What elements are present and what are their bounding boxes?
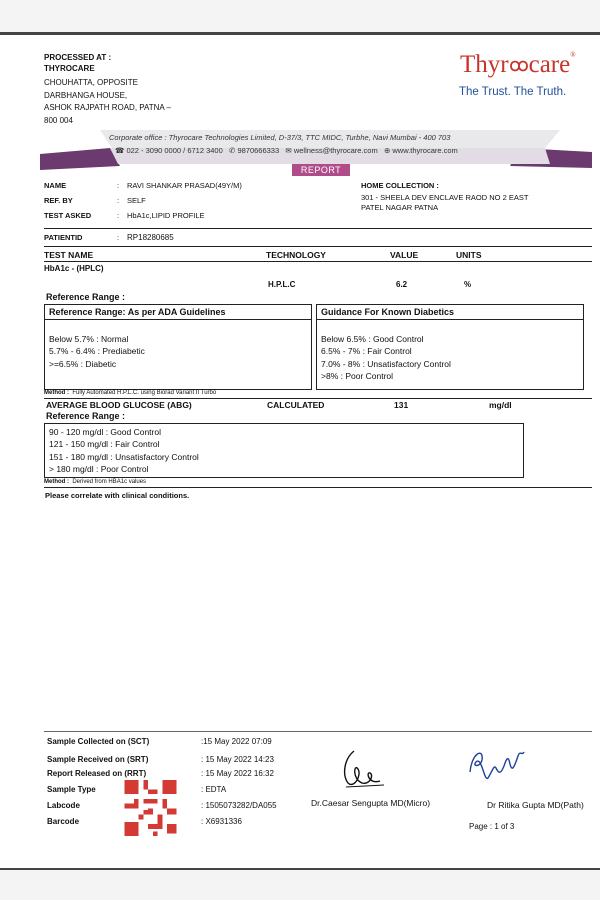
patient-id-label: PATIENTID bbox=[44, 233, 83, 242]
contact-line: ☎ 022 - 3090 0000 / 6712 3400 ✆ 9870666333 ✉ wellness@thyrocare.com ⊕ www.thyrocare.com bbox=[115, 146, 458, 155]
viewer-top-bar bbox=[0, 0, 600, 34]
thyrocare-logo: Thyr care® bbox=[460, 51, 576, 78]
colon: : bbox=[117, 196, 120, 205]
clinical-note: Please correlate with clinical conditions. bbox=[45, 491, 190, 500]
diabetic-range-line: 6.5% - 7% : Fair Control bbox=[321, 346, 412, 357]
ada-range-line: Below 5.7% : Normal bbox=[49, 334, 129, 344]
patient-name: RAVI SHANKAR PRASAD(49Y/M) bbox=[127, 181, 242, 190]
diabetic-range-line: >8% : Poor Control bbox=[321, 370, 394, 381]
lab-name: THYROCARE bbox=[44, 64, 95, 73]
signature-icon bbox=[340, 745, 390, 793]
reference-range-label: Reference Range : bbox=[46, 292, 126, 302]
address-line: ASHOK RAJPATH ROAD, PATNA – bbox=[44, 103, 171, 112]
col-header-value: VALUE bbox=[390, 250, 419, 260]
qr-code-icon bbox=[123, 810, 178, 836]
abg-range-line: 121 - 150 mg/dl : Fair Control bbox=[49, 439, 160, 450]
home-address-line: PATEL NAGAR PATNA bbox=[361, 203, 439, 212]
doctor-2-name: Dr Ritika Gupta MD(Path) bbox=[487, 800, 584, 810]
logo-infinity-icon bbox=[509, 59, 529, 73]
whatsapp-icon: ✆ bbox=[229, 146, 236, 155]
test-name-abg: AVERAGE BLOOD GLUCOSE (ABG) bbox=[46, 400, 192, 410]
unit-abg: mg/dl bbox=[489, 400, 512, 410]
sample-value: : X6931336 bbox=[201, 817, 242, 826]
colon: : bbox=[117, 233, 120, 242]
divider bbox=[44, 487, 592, 488]
known-diabetics-title: Guidance For Known Diabetics bbox=[317, 305, 583, 320]
abg-range-line: 151 - 180 mg/dl : Unsatisfactory Control bbox=[49, 451, 199, 462]
col-header-units: UNITS bbox=[456, 250, 482, 260]
sample-value: : 15 May 2022 14:23 bbox=[201, 755, 274, 764]
viewer-bottom-bar bbox=[0, 870, 600, 900]
divider bbox=[44, 261, 592, 262]
sample-value: :15 May 2022 07:09 bbox=[201, 737, 272, 746]
ref-value: SELF bbox=[127, 196, 146, 205]
corporate-office-line: Corporate office : Thyrocare Technologies Limited, D-37/3, TTC MIDC, Turbhe, Navi Mumbai - 400 703 bbox=[109, 133, 451, 142]
abg-range-box bbox=[44, 423, 524, 478]
ada-guidelines-title: Reference Range: As per ADA Guidelines bbox=[45, 305, 311, 320]
value-hba1c: 6.2 bbox=[396, 280, 408, 289]
diabetic-range-line: 7.0% - 8% : Unsatisfactory Control bbox=[321, 358, 451, 369]
known-diabetics-box bbox=[316, 304, 584, 390]
ada-range-line: >=6.5% : Diabetic bbox=[49, 358, 117, 369]
sample-label: Sample Received on (SRT) bbox=[47, 755, 149, 764]
processed-at-label: PROCESSED AT : bbox=[44, 53, 112, 62]
colon: : bbox=[117, 211, 120, 220]
colon: : bbox=[117, 181, 120, 190]
address-line: DARBHANGA HOUSE, bbox=[44, 91, 128, 100]
divider bbox=[44, 731, 592, 732]
diabetic-range-line: Below 6.5% : Good Control bbox=[321, 334, 424, 344]
reference-range-label: Reference Range : bbox=[46, 411, 126, 421]
abg-range-line: 90 - 120 mg/dl : Good Control bbox=[49, 427, 161, 437]
tests-label: TEST ASKED bbox=[44, 211, 92, 220]
sample-label: Report Released on (RRT) bbox=[47, 769, 147, 778]
abg-range-line: > 180 mg/dl : Poor Control bbox=[49, 463, 149, 474]
technology-abg: CALCULATED bbox=[267, 400, 325, 410]
name-label: NAME bbox=[44, 181, 67, 190]
home-collection-label: HOME COLLECTION : bbox=[361, 181, 439, 190]
sample-value: : EDTA bbox=[201, 785, 227, 794]
patient-id: RP18280685 bbox=[127, 233, 174, 242]
phone-icon: ☎ bbox=[115, 146, 125, 155]
top-divider bbox=[0, 32, 600, 35]
globe-icon: ⊕ bbox=[383, 146, 391, 155]
test-name-hba1c: HbA1c - (HPLC) bbox=[44, 264, 104, 273]
divider bbox=[44, 228, 592, 229]
tagline: The Trust. The Truth. bbox=[459, 86, 567, 98]
page-number: Page : 1 of 3 bbox=[469, 822, 515, 831]
method-abg: Method : Derived from HBA1c values bbox=[44, 479, 147, 485]
col-header-technology: TECHNOLOGY bbox=[266, 250, 326, 260]
sample-value: : 15 May 2022 16:32 bbox=[201, 769, 274, 778]
ada-guidelines-box bbox=[44, 304, 312, 390]
address-line: 800 004 bbox=[44, 116, 73, 125]
technology-hba1c: H.P.L.C bbox=[268, 280, 296, 289]
tests-value: HbA1c,LIPID PROFILE bbox=[127, 211, 205, 220]
sample-label: Barcode bbox=[47, 817, 80, 826]
doctor-1-name: Dr.Caesar Sengupta MD(Micro) bbox=[311, 798, 431, 808]
divider bbox=[44, 246, 592, 247]
sample-label: Sample Collected on (SCT) bbox=[47, 737, 150, 746]
sample-label: Labcode bbox=[47, 801, 80, 810]
sample-label: Sample Type bbox=[47, 785, 96, 794]
ada-range-line: 5.7% - 6.4% : Prediabetic bbox=[49, 346, 145, 357]
email-icon: ✉ bbox=[285, 146, 292, 155]
ref-label: REF. BY bbox=[44, 196, 73, 205]
method-hba1c: Method : Fully Automated H.P.L.C. using Biorad Variant II Turbo bbox=[44, 390, 217, 396]
sample-value: : 1505073282/DA055 bbox=[201, 801, 277, 810]
unit-hba1c: % bbox=[464, 280, 472, 289]
signature-icon bbox=[464, 742, 528, 786]
report-tab: REPORT bbox=[292, 164, 350, 176]
divider bbox=[44, 398, 592, 399]
address-line: CHOUHATTA, OPPOSITE bbox=[44, 78, 138, 87]
value-abg: 131 bbox=[394, 400, 409, 410]
col-header-test-name: TEST NAME bbox=[44, 250, 94, 260]
home-address-line: 301 - SHEELA DEV ENCLAVE RAOD NO 2 EAST bbox=[361, 193, 529, 202]
